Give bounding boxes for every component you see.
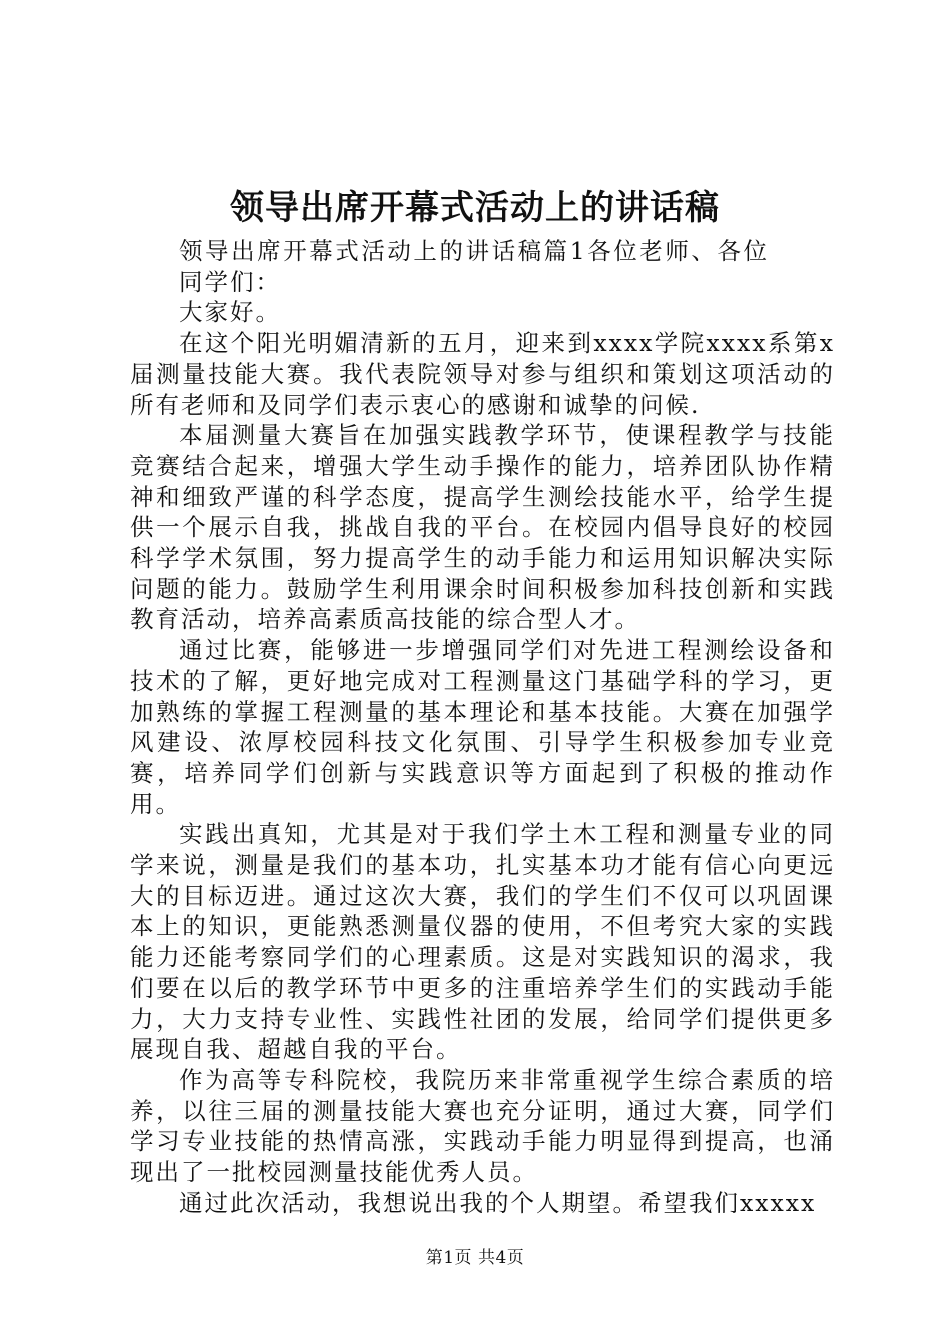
paragraph-greeting: 大家好。 (179, 298, 281, 327)
document-title: 领导出席开幕式活动上的讲话稿 (230, 188, 720, 228)
paragraph: 在这个阳光明媚清新的五月，迎来到xxxx学院xxxx系第x届测量技能大赛。我代表院领导对参与组织和策划这项活动的所有老师和及同学们表示衷心的感谢和诚挚的问候. (130, 329, 835, 419)
paragraph-lead: 领导出席开幕式活动上的讲话稿篇1各位老师、各位同学们： (179, 237, 769, 296)
page-footer: 第1页 共4页 (425, 1248, 525, 1268)
paragraph: 通过比赛，能够进一步增强同学们对先进工程测绘设备和技术的了解，更好地完成对工程测量这门基础学科的学习，更加熟练的掌握工程测量的基本理论和基本技能。大赛在加强学风建设、浓厚校园科技文化氛围、引导学生积极参加专业竞赛，培养同学们创新与实践意识等方面起到了积极的推动作用。 (130, 636, 835, 818)
document-body (130, 236, 835, 1219)
paragraph: 本届测量大赛旨在加强实践教学环节，使课程教学与技能竞赛结合起来，增强大学生动手操作的能力，培养团队协作精神和细致严谨的科学态度，提高学生测绘技能水平，给学生提供一个展示自我，挑战自我的平台。在校园内倡导良好的校园科学学术氛围，努力提高学生的动手能力和运用知识解决实际问题的能力。鼓励学生利用课余时间积极参加科技创新和实践教育活动，培养高素质高技能的综合型人才。 (130, 421, 835, 634)
paragraph: 作为高等专科院校，我院历来非常重视学生综合素质的培养，以往三届的测量技能大赛也充分证明，通过大赛，同学们学习专业技能的热情高涨，实践动手能力明显得到提高，也涌现出了一批校园测量技能优秀人员。 (130, 1065, 835, 1187)
paragraph: 通过此次活动，我想说出我的个人期望。希望我们xxxxx (179, 1188, 817, 1217)
paragraph: 实践出真知，尤其是对于我们学土木工程和测量专业的同学来说，测量是我们的基本功，扎实基本功才能有信心向更远大的目标迈进。通过这次大赛，我们的学生们不仅可以巩固课本上的知识，更能熟悉测量仪器的使用，不但考究大家的实践能力还能考察同学们的心理素质。这是对实践知识的渴求，我们要在以后的教学环节中更多的注重培养学生们的实践动手能力，大力支持专业性、实践性社团的发展，给同学们提供更多展现自我、超越自我的平台。 (130, 820, 835, 1064)
